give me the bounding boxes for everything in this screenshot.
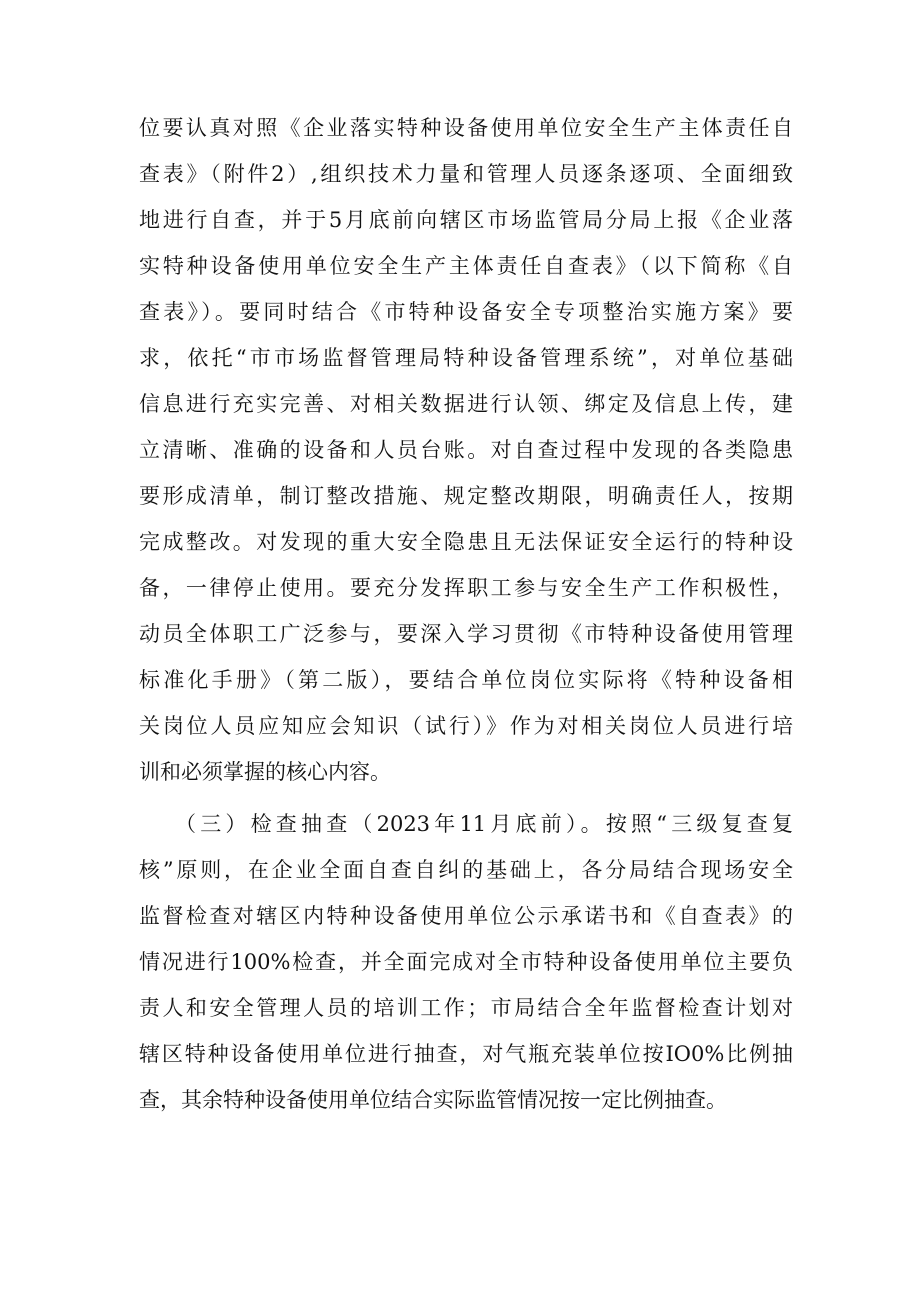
text-line: 关岗位人员应知应会知识（试行）》作为对相关岗位人员进行培 bbox=[139, 714, 793, 738]
text-line: 核”原则，在企业全面自查自纠的基础上，各分局结合现场安全 bbox=[139, 858, 793, 882]
text-line: 动员全体职工广泛参与，要深入学习贯彻《市特种设备使用管理 bbox=[139, 622, 793, 646]
text-line: 实特种设备使用单位安全生产主体责任自查表》（以下简称《自 bbox=[139, 254, 793, 278]
text-line: 训和必须掌握的核心内容。 bbox=[139, 760, 391, 784]
text-line: 标准化手册》（第二版），要结合单位岗位实际将《特种设备相 bbox=[139, 668, 793, 692]
text-line: 地进行自查，并于5月底前向辖区市场监管局分局上报《企业落 bbox=[139, 208, 793, 232]
text-line: 位要认真对照《企业落实特种设备使用单位安全生产主体责任自 bbox=[139, 116, 793, 140]
text-line: 辖区特种设备使用单位进行抽查，对气瓶充装单位按IO0%比例抽 bbox=[139, 1042, 793, 1066]
text-line: 要形成清单，制订整改措施、规定整改期限，明确责任人，按期 bbox=[139, 484, 793, 508]
text-line: 完成整改。对发现的重大安全隐患且无法保证安全运行的特种设 bbox=[139, 530, 793, 554]
text-line: 查表》）。要同时结合《市特种设备安全专项整治实施方案》要 bbox=[139, 300, 793, 324]
text-line: 查，其余特种设备使用单位结合实际监管情况按一定比例抽查。 bbox=[139, 1088, 727, 1112]
text-line: 责人和安全管理人员的培训工作；市局结合全年监督检查计划对 bbox=[139, 996, 793, 1020]
text-line: 立清晰、准确的设备和人员台账。对自查过程中发现的各类隐患 bbox=[139, 438, 793, 462]
text-line: 情况进行100%检查，并全面完成对全市特种设备使用单位主要负 bbox=[139, 950, 793, 974]
text-line: 查表》（附件2）,组织技术力量和管理人员逐条逐项、全面细致 bbox=[139, 162, 793, 186]
text-line: 监督检查对辖区内特种设备使用单位公示承诺书和《自查表》的 bbox=[139, 904, 793, 928]
section-heading-line: （三）检查抽查（2023年11月底前）。按照“三级复查复 bbox=[175, 812, 793, 836]
text-line: 备，一律停止使用。要充分发挥职工参与安全生产工作积极性， bbox=[139, 576, 793, 600]
text-line: 信息进行充实完善、对相关数据进行认领、绑定及信息上传，建 bbox=[139, 392, 793, 416]
text-line: 求，依托“市市场监督管理局特种设备管理系统”，对单位基础 bbox=[139, 346, 793, 370]
